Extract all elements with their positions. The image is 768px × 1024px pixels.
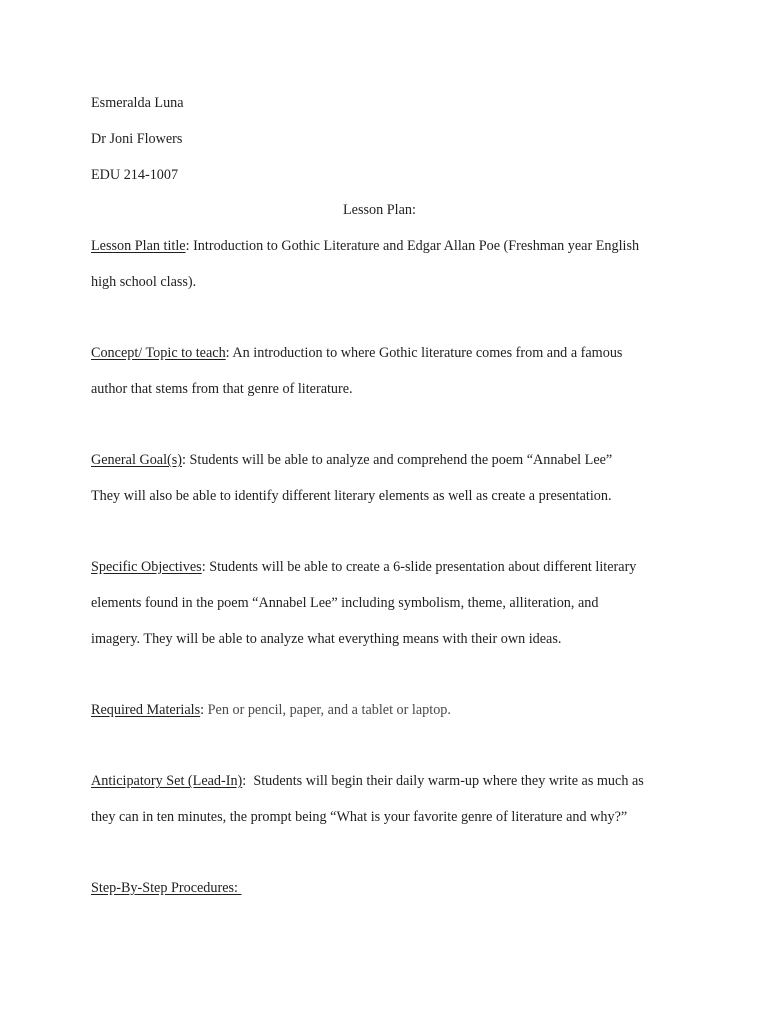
concept-label: Concept/ Topic to teach (91, 345, 226, 361)
lesson-title-text: Introduction to Gothic Literature and Edgar Allan Poe (Freshman year English (193, 238, 640, 254)
goals-label: General Goal(s) (91, 452, 182, 468)
materials-label: Required Materials (91, 702, 201, 718)
objectives-text-cont-1: elements found in the poem “Annabel Lee” including symbolism, theme, alliteration, and (91, 595, 599, 611)
objectives-line (91, 558, 636, 576)
anticipatory-text-cont: they can in ten minutes, the prompt being “What is your favorite genre of literature and why?” (91, 809, 628, 825)
concept-text: An introduction to where Gothic literature comes from and a famous (232, 345, 623, 361)
student-name: Esmeralda Luna (91, 95, 184, 111)
procedures-line (91, 879, 242, 897)
objectives-text-cont-2: imagery. They will be able to analyze what everything means with their own ideas. (91, 631, 562, 647)
label-colon: : (182, 452, 190, 468)
anticipatory-line (91, 772, 644, 790)
procedures-trailing-space (238, 880, 242, 896)
anticipatory-text: Students will begin their daily warm-up where they write as much as (253, 773, 644, 789)
label-colon: : (242, 773, 254, 789)
course-code: EDU 214-1007 (91, 167, 179, 183)
label-colon: : (201, 559, 210, 575)
concept-line (91, 344, 622, 362)
lesson-title-label: Lesson Plan title (91, 238, 186, 254)
materials-line (91, 701, 451, 719)
instructor-name: Dr Joni Flowers (91, 131, 183, 147)
goals-line (91, 451, 612, 469)
goals-text-cont: They will also be able to identify different literary elements as well as create a presentation. (91, 488, 612, 504)
lesson-title-line (91, 237, 639, 255)
document-title: Lesson Plan: (343, 202, 416, 218)
label-colon: : (200, 702, 208, 718)
objectives-text: Students will be able to create a 6-slide presentation about different literary (209, 559, 637, 575)
concept-text-cont: author that stems from that genre of literature. (91, 381, 353, 397)
lesson-title-text-cont: high school class). (91, 274, 197, 290)
procedures-label: Step-By-Step Procedures: (91, 880, 238, 896)
objectives-label: Specific Objectives (91, 559, 202, 575)
materials-text: Pen or pencil, paper, and a tablet or laptop. (207, 702, 451, 718)
goals-text: Students will be able to analyze and comprehend the poem “Annabel Lee” (189, 452, 613, 468)
anticipatory-label: Anticipatory Set (Lead-In) (91, 773, 243, 789)
label-colon: : (225, 345, 233, 361)
label-colon: : (185, 238, 194, 254)
